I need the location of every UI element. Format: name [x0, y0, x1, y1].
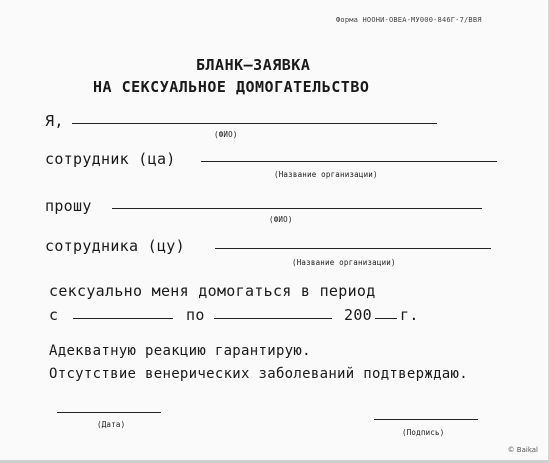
form-subtitle: НА СЕКСУАЛЬНОЕ ДОМОГАТЕЛЬСТВО: [93, 78, 370, 96]
year-prefix: 200: [344, 306, 372, 324]
employee-label: сотрудник (ца): [45, 150, 176, 168]
period-text: сексуально меня домогаться в период: [49, 282, 376, 300]
statement-reaction: Адекватную реакцию гарантирую.: [49, 343, 311, 359]
period-to-label: по: [186, 306, 205, 324]
request-label: прошу: [45, 197, 92, 215]
year-field[interactable]: [375, 318, 397, 319]
statement-health: Отсутствие венерических заболеваний подтверждаю.: [49, 366, 468, 382]
signature-caption: (Подпись): [402, 428, 445, 437]
period-from-label: с: [49, 306, 59, 324]
organization-caption-2: (Название организации): [292, 258, 396, 267]
ya-label: Я,: [45, 112, 64, 130]
signature-field[interactable]: [374, 419, 478, 420]
form-code: Форма НООНИ-ОВЕА-МУ000-846Г-7/ВВЯ: [336, 16, 482, 24]
period-to-field[interactable]: [214, 318, 332, 319]
copyright-credit: © Вaikal: [507, 446, 538, 454]
fio-caption-1: (ФИО): [214, 130, 238, 139]
fio-field-2[interactable]: [112, 208, 482, 209]
organization-field-1[interactable]: [201, 161, 497, 162]
fio-field-1[interactable]: [72, 123, 437, 124]
date-field[interactable]: [57, 412, 161, 413]
organization-field-2[interactable]: [215, 248, 491, 249]
employee2-label: сотрудника (цу): [45, 237, 185, 255]
organization-caption-1: (Название организации): [274, 170, 378, 179]
form-title: БЛАНК–ЗАЯВКА: [196, 56, 311, 74]
fio-caption-2: (ФИО): [269, 215, 293, 224]
year-suffix: г.: [400, 306, 419, 324]
period-from-field[interactable]: [73, 318, 173, 319]
date-caption: (Дата): [97, 420, 126, 429]
